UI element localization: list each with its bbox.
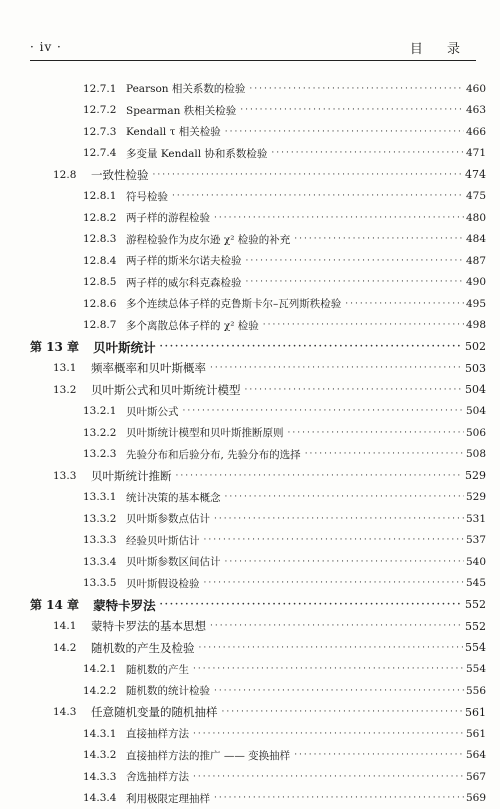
entry-page-number: 561 [465,706,486,719]
entry-title: 蒙特卡罗法 [93,596,156,614]
entry-title: 贝叶斯统计 [93,338,156,356]
entry-number: 13.2.3 [83,448,118,460]
subsection-entry [30,250,486,272]
subsection-entry [30,530,486,552]
subsection-entry [30,444,486,466]
subsection-entry [30,229,486,251]
dot-leader [240,105,464,115]
entry-page-number: 554 [466,663,486,675]
entry-page-number: 502 [465,340,486,353]
entry-page-number: 466 [466,126,486,138]
dot-leader [193,664,464,674]
subsection-entry [30,401,486,423]
entry-number: 13.2 [53,384,89,396]
entry-number: 12.7.2 [83,104,118,116]
page-number: · iv · [30,40,62,54]
entry-page-number: 506 [466,427,486,439]
entry-title: 两子样的斯米尔诺夫检验 [126,253,242,268]
entry-number: 14.3.2 [83,749,118,761]
entry-title: 蒙特卡罗法的基本思想 [91,618,206,634]
entry-page-number: 540 [466,556,486,568]
dot-leader [271,148,464,158]
dot-leader [204,535,464,545]
entry-page-number: 552 [465,620,486,633]
subsection-entry [30,680,486,702]
entry-page-number: 463 [466,104,486,116]
entry-title: 任意随机变量的随机抽样 [91,704,218,720]
entry-title: 贝叶斯统计推断 [91,468,172,484]
entry-page-number: 490 [466,276,486,288]
entry-number: 13.3.5 [83,577,118,589]
entry-page-number: 504 [465,383,486,396]
entry-title: Pearson 相关系数的检验 [126,81,245,96]
entry-title: Kendall τ 相关检验 [126,124,221,139]
dot-leader [263,320,464,330]
dot-leader [210,363,463,373]
entry-title: 统计决策的基本概念 [126,490,221,505]
entry-page-number: 474 [465,168,486,181]
dot-leader [153,170,464,180]
entry-number: 12.8.2 [83,212,118,224]
dot-leader [225,492,464,502]
dot-leader [294,234,464,244]
dot-leader [246,256,464,266]
section-entry [30,379,486,401]
section-entry [30,702,486,724]
entry-number: 13.3.2 [83,513,118,525]
subsection-entry [30,745,486,767]
entry-title: 直接抽样方法 [126,726,189,741]
dot-leader [246,277,464,287]
entry-number: 13.3.3 [83,534,118,546]
subsection-entry [30,315,486,337]
entry-page-number: 475 [466,190,486,202]
entry-number: 13.3.4 [83,556,118,568]
entry-title: 多个离散总体子样的 χ² 检验 [126,318,259,333]
entry-page-number: 529 [466,491,486,503]
section-entry [30,358,486,380]
subsection-entry [30,121,486,143]
chapter-entry [30,336,486,358]
entry-page-number: 537 [466,534,486,546]
table-of-contents [30,78,486,809]
entry-number: 12.7.1 [83,83,118,95]
entry-page-number: 503 [465,362,486,375]
entry-title: 直接抽样方法的推广 —— 变换抽样 [126,748,290,763]
subsection-entry [30,659,486,681]
dot-leader [225,557,464,567]
dot-leader [214,686,464,696]
section-entry [30,616,486,638]
entry-number: 12.8.1 [83,190,118,202]
entry-number: 12.8.5 [83,276,118,288]
subsection-entry [30,766,486,788]
entry-page-number: 561 [466,728,486,740]
subsection-entry [30,422,486,444]
dot-leader [294,750,464,760]
entry-page-number: 556 [466,685,486,697]
subsection-entry [30,723,486,745]
entry-number: 12.8 [53,169,89,181]
entry-page-number: 567 [466,771,486,783]
section-entry [30,465,486,487]
entry-page-number: 471 [466,147,486,159]
dot-leader [172,191,464,201]
dot-leader [193,729,464,739]
subsection-entry [30,293,486,315]
entry-title: 贝叶斯假设检验 [126,576,200,591]
entry-number: 14.3.1 [83,728,118,740]
header-rule [30,60,476,61]
dot-leader [225,127,464,137]
dot-leader [305,449,464,459]
entry-page-number: 531 [466,513,486,525]
entry-page-number: 487 [466,255,486,267]
entry-number: 12.8.7 [83,319,118,331]
page-title: 目 录 [410,38,470,57]
dot-leader [214,793,464,803]
subsection-entry [30,207,486,229]
entry-number: 12.7.4 [83,147,118,159]
entry-title: 随机数的统计检验 [126,683,210,698]
entry-number: 14.3 [53,706,89,718]
entry-page-number: 480 [466,212,486,224]
entry-number: 12.8.3 [83,233,118,245]
entry-title: 两子样的游程检验 [126,210,210,225]
dot-leader [249,84,464,94]
entry-title: Spearman 秩相关检验 [126,103,236,118]
entry-number: 13.2.2 [83,427,118,439]
entry-number: 13.1 [53,362,89,374]
entry-title: 贝叶斯公式 [126,404,179,419]
subsection-entry [30,78,486,100]
section-entry [30,637,486,659]
subsection-entry [30,573,486,595]
dot-leader [160,600,463,610]
subsection-entry [30,788,486,809]
entry-page-number: 564 [466,749,486,761]
entry-title: 随机数的产生 [126,662,189,677]
dot-leader [176,471,464,481]
dot-leader [345,299,464,309]
entry-title: 舍选抽样方法 [126,769,189,784]
dot-leader [288,428,464,438]
dot-leader [199,643,464,653]
dot-leader [193,772,464,782]
subsection-entry [30,143,486,165]
entry-number: 14.3.4 [83,792,118,804]
dot-leader [222,707,464,717]
entry-page-number: 569 [466,792,486,804]
entry-page-number: 460 [466,83,486,95]
chapter-entry [30,594,486,616]
entry-number: 12.8.6 [83,298,118,310]
entry-number: 14.1 [53,620,89,632]
dot-leader [160,342,463,352]
entry-title: 多个连续总体子样的克鲁斯卡尔–瓦列斯秩检验 [126,296,341,311]
entry-title: 贝叶斯参数区间估计 [126,554,221,569]
dot-leader [214,514,464,524]
section-entry [30,164,486,186]
page-header [30,38,476,58]
subsection-entry [30,186,486,208]
entry-title: 利用极限定理抽样 [126,791,210,806]
entry-number: 14.3.3 [83,771,118,783]
dot-leader [214,213,464,223]
dot-leader [183,406,464,416]
entry-number: 12.8.4 [83,255,118,267]
entry-number: 14.2.1 [83,663,118,675]
entry-number: 13.2.1 [83,405,118,417]
entry-title: 随机数的产生及检验 [91,640,195,656]
entry-page-number: 498 [466,319,486,331]
entry-title: 经验贝叶斯估计 [126,533,200,548]
entry-title: 贝叶斯参数点估计 [126,511,210,526]
entry-title: 贝叶斯公式和贝叶斯统计模型 [91,382,241,398]
subsection-entry [30,100,486,122]
entry-page-number: 554 [465,641,486,654]
dot-leader [210,621,463,631]
entry-page-number: 508 [466,448,486,460]
entry-number: 第 13 章 [30,338,79,355]
subsection-entry [30,272,486,294]
entry-page-number: 484 [466,233,486,245]
subsection-entry [30,508,486,530]
entry-title: 频率概率和贝叶斯概率 [91,360,206,376]
entry-number: 14.2 [53,642,89,654]
entry-page-number: 529 [465,469,486,482]
subsection-entry [30,551,486,573]
entry-title: 贝叶斯统计模型和贝叶斯推断原则 [126,425,284,440]
entry-number: 13.3 [53,470,89,482]
entry-title: 两子样的威尔科克森检验 [126,275,242,290]
entry-title: 符号检验 [126,189,168,204]
entry-page-number: 545 [466,577,486,589]
entry-number: 12.7.3 [83,126,118,138]
entry-page-number: 504 [466,405,486,417]
entry-title: 游程检验作为皮尔逊 χ² 检验的补充 [126,232,290,247]
entry-title: 多变量 Kendall 协和系数检验 [126,146,267,161]
entry-number: 14.2.2 [83,685,118,697]
entry-title: 一致性检验 [91,167,149,183]
entry-number: 13.3.1 [83,491,118,503]
entry-page-number: 495 [466,298,486,310]
dot-leader [245,385,464,395]
entry-title: 先验分布和后验分布, 先验分布的选择 [126,447,301,462]
entry-page-number: 552 [465,598,486,611]
entry-number: 第 14 章 [30,596,79,613]
subsection-entry [30,487,486,509]
dot-leader [204,578,464,588]
